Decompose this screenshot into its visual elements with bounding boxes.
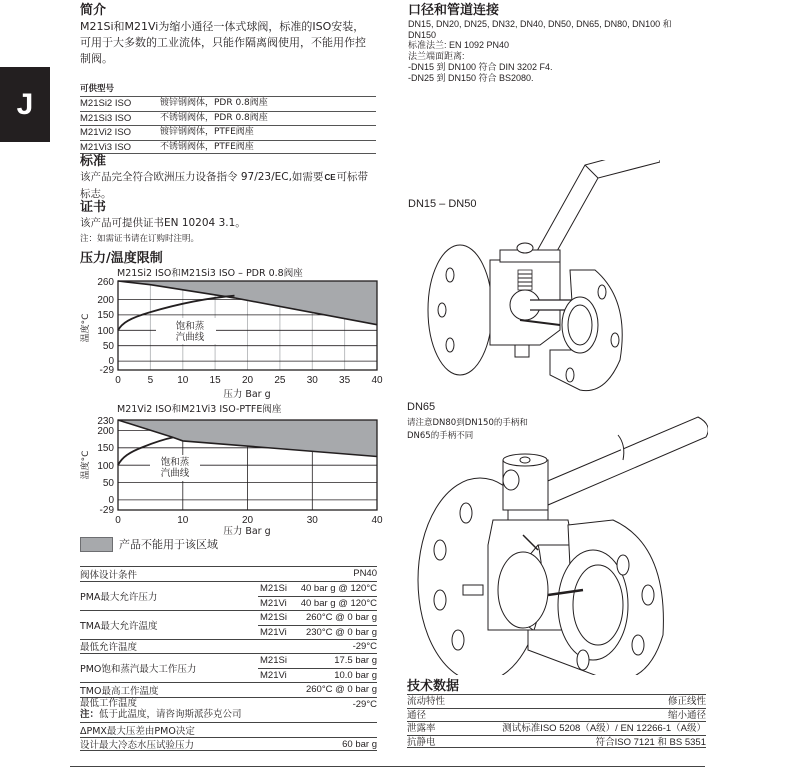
large-valve-label: DN65 [407,401,436,413]
row-value: -29°C [352,699,377,710]
row-value: 60 bar g [342,738,377,750]
svg-text:10: 10 [177,515,189,526]
svg-text:5: 5 [147,375,154,386]
svg-text:40: 40 [371,515,383,526]
table-row [80,96,376,111]
standards-line: 可标带 [336,171,369,183]
svg-text:150: 150 [97,443,114,454]
certificates-text: 该产品可提供证书EN 10204 3.1。 [80,217,246,229]
table-row [407,708,706,722]
table-row [80,566,377,581]
row-label: 最低工作温度 [80,698,138,709]
intro-text [80,19,390,67]
connections-line: DN15, DN20, DN25, DN32, DN40, DN50, DN65, DN80, DN100 和 [408,19,672,29]
table-row [80,697,377,722]
row-value: 17.5 bar g [334,655,377,666]
svg-text:10: 10 [177,375,189,386]
chart2-steam-label: 汽曲线 [160,468,190,479]
row-value: 40 bar g @ 120°C [300,597,377,609]
large-ball-valve-illustration [408,405,708,675]
intro-line: M21Si和M21Vi为缩小通径一体式球阀，标准的ISO安装， [80,20,365,33]
chart2-title: M21Vi2 ISO和M21Vi3 ISO-PTFE阀座 [117,404,282,415]
chart1 [78,276,390,402]
table-row [407,694,706,708]
table-row [407,721,706,735]
svg-text:-29: -29 [99,505,114,516]
row-label: ΔPMX最大压差由PMO决定 [80,725,195,737]
design-table [80,566,377,751]
large-valve-note-line: DN65的手柄不同 [407,431,474,441]
certificates-note: 注：如需证书请在订购时注明。 [80,234,200,244]
legend-label: 产品不能用于该区域 [119,538,218,551]
connections-line: 法兰端面距离: [408,51,465,62]
svg-text:30: 30 [306,375,318,386]
row-model: M21Si [260,582,287,594]
svg-text:100: 100 [97,326,114,337]
svg-text:20: 20 [241,515,254,526]
row-label: PMA最大允许压力 [80,591,158,603]
svg-text:25: 25 [274,375,286,386]
legend-swatch [80,537,113,552]
connections-line: DN150 [408,29,437,40]
svg-text:15: 15 [209,375,221,386]
row-label: 设计最大冷态水压试验压力 [80,739,195,751]
chart2 [78,415,390,537]
certificates-heading: 证书 [80,200,107,215]
row-label: 最低允许温度 [80,642,138,654]
intro-line: 制阀。 [80,52,113,65]
row-model: M21Vi [260,597,287,609]
row-model: M21Vi [260,626,287,638]
svg-text:-29: -29 [99,365,114,376]
svg-text:50: 50 [102,341,114,352]
intro-line: 可用于大多数的工业流体，只能作隔离阀使用，不能用作控 [80,36,366,49]
connections-heading: 口径和管道连接 [408,3,500,18]
chart1-title: M21Si2 ISO和M21Si3 ISO – PDR 0.8阀座 [117,268,303,279]
connections-line: 标准法兰: EN 1092 PN40 [408,40,510,51]
model-code: M21Si2 ISO [80,98,132,109]
model-code: M21Vi3 ISO [80,141,132,153]
svg-text:0: 0 [115,515,121,526]
models-caption: 可供型号 [80,84,115,94]
small-ball-valve-illustration [410,160,660,392]
svg-text:200: 200 [97,295,114,306]
table-row [80,140,376,155]
row-value: 230°C @ 0 bar g [305,626,377,638]
connections-text [408,19,718,83]
row-value: -29°C [352,640,377,652]
intro-heading: 简介 [80,3,107,18]
svg-text:0: 0 [108,356,114,367]
row-value: 测试标准ISO 5208（A级）/ EN 12266-1（A级） [502,723,706,734]
connections-line: -DN15 到 DN100 符合 DIN 3202 F4. [408,61,553,72]
svg-text:30: 30 [306,515,318,526]
small-valve-label: DN15 – DN50 [408,198,477,210]
large-valve-note-line: 请注意DN80到DN150的手柄和 [407,418,528,428]
row-value: PN40 [353,568,377,579]
connections-line: -DN25 到 DN150 符合 BS2080. [408,72,534,83]
table-row [80,581,377,610]
svg-text:20: 20 [241,375,254,386]
pt-limits-heading: 压力/温度限制 [80,251,163,266]
table-row [80,737,377,752]
chart1-steam-label: 饱和蒸 [175,321,205,332]
chart1-y-label: 温度°C [81,313,91,343]
model-code: M21Vi2 ISO [80,127,132,139]
svg-text:230: 230 [97,416,114,427]
row-label: 通径 [407,709,427,721]
tech-data-heading: 技术数据 [407,679,460,694]
model-desc: 不锈钢阀体，PDR 0.8阀座 [160,112,268,123]
svg-text:100: 100 [97,461,114,472]
row-label: 抗静电 [407,736,436,748]
row-value: 40 bar g @ 120°C [300,582,377,594]
row-value: 符合ISO 7121 和 BS 5351 [595,736,706,748]
chart2-x-label: 压力 Bar g [223,526,271,537]
table-row [407,735,706,749]
chart1-y-ticks [97,277,114,376]
section-tab: J [0,67,50,142]
standards-line: 标志。 [80,188,112,200]
row-value: 10.0 bar g [334,670,377,681]
svg-text:150: 150 [97,310,114,321]
svg-text:200: 200 [97,426,114,437]
table-row [80,653,377,682]
standards-line: 该产品完全符合欧洲压力设备指令 97/23/EC,如需要 [80,171,324,183]
row-note: 低于此温度，请咨询斯派莎克公司 [99,708,242,720]
svg-text:0: 0 [108,495,114,506]
row-label: 泄露率 [407,723,436,734]
chart2-steam-label: 饱和蒸 [160,457,190,468]
row-model: M21Si [260,611,287,623]
model-code: M21Si3 ISO [80,112,132,124]
chart1-x-ticks [115,375,383,386]
table-row [80,111,376,126]
svg-text:50: 50 [102,478,114,489]
row-label: 阀体设计条件 [80,569,138,581]
row-value: 260°C @ 0 bar g [305,611,377,623]
row-value: 260°C @ 0 bar g [305,684,377,695]
row-model: M21Si [260,655,287,666]
tech-data-table [407,694,706,748]
svg-text:40: 40 [371,375,383,386]
ce-mark-icon: CE [324,173,336,182]
models-table [80,83,376,154]
chart2-x-ticks [115,515,383,526]
model-desc: 镀锌钢阀体，PTFE阀座 [160,127,254,138]
row-value: 修正线性 [667,696,706,707]
svg-text:0: 0 [115,375,121,386]
svg-text:260: 260 [97,277,114,288]
table-row [80,682,377,697]
standards-heading: 标准 [80,154,107,169]
table-row [80,722,377,737]
row-value: 缩小通径 [667,709,706,721]
chart1-steam-label: 汽曲线 [175,332,205,343]
row-model: M21Vi [260,670,287,681]
row-label: TMO最高工作温度 [80,686,159,697]
table-row [80,125,376,140]
row-label: TMA最大允许温度 [80,620,158,632]
row-label: PMO饱和蒸汽最大工作压力 [80,664,197,675]
standards-text [80,169,390,202]
chart1-x-label: 压力 Bar g [223,389,271,400]
table-row [80,610,377,639]
chart2-y-label: 温度°C [81,450,91,480]
svg-text:35: 35 [339,375,351,386]
model-desc: 镀锌钢阀体，PDR 0.8阀座 [160,98,268,108]
note-prefix: 注： [80,708,100,720]
chart2-y-ticks [97,416,114,516]
model-desc: 不锈钢阀体，PTFE阀座 [160,141,254,152]
row-label: 流动特性 [407,696,446,707]
table-row [80,639,377,654]
